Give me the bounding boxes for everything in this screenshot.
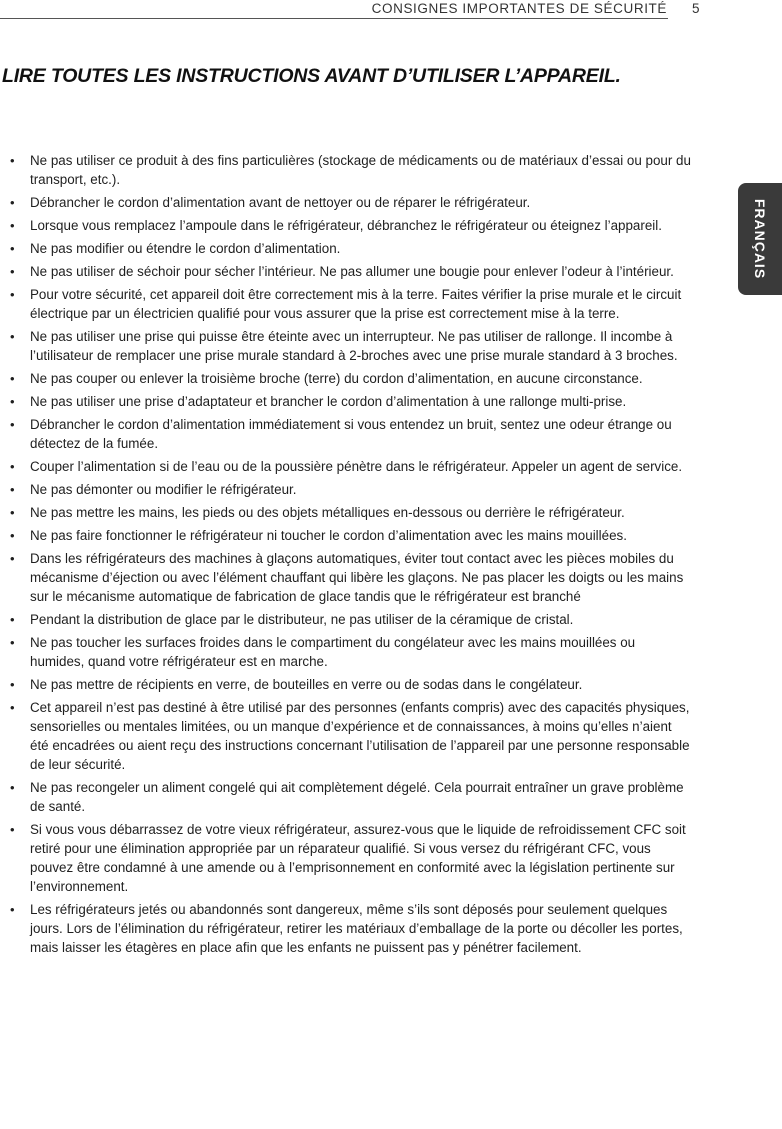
instruction-text: Ne pas utiliser de séchoir pour sécher l’intérieur. Ne pas allumer une bougie pour enlever l’odeur à l’intérieur.: [30, 264, 674, 279]
instruction-text: Ne pas mettre les mains, les pieds ou des objets métalliques en-dessous ou derrière le réfrigérateur.: [30, 505, 625, 520]
list-item: [8, 285, 693, 323]
list-item: [8, 633, 693, 671]
page-heading: LIRE TOUTES LES INSTRUCTIONS AVANT D’UTILISER L’APPAREIL.: [2, 65, 621, 87]
bullet-icon: •: [10, 902, 15, 917]
bullet-icon: •: [10, 195, 15, 210]
instruction-text: Débrancher le cordon d’alimentation immédiatement si vous entendez un bruit, sentez une odeur étrange ou détectez de la fumée.: [30, 417, 672, 451]
bullet-icon: •: [10, 780, 15, 795]
instruction-text: Ne pas modifier ou étendre le cordon d’alimentation.: [30, 241, 341, 256]
list-item: [8, 610, 693, 629]
list-item: [8, 415, 693, 453]
bullet-icon: •: [10, 700, 15, 715]
bullet-icon: •: [10, 635, 15, 650]
list-item: [8, 151, 693, 189]
language-tab-label: FRANÇAIS: [752, 198, 768, 280]
section-title: CONSIGNES IMPORTANTES DE SÉCURITÉ: [371, 1, 667, 16]
bullet-icon: •: [10, 264, 15, 279]
instruction-text: Ne pas couper ou enlever la troisième broche (terre) du cordon d’alimentation, en aucune circonstance.: [30, 371, 643, 386]
instruction-text: Pour votre sécurité, cet appareil doit être correctement mis à la terre. Faites vérifier la prise murale et le circuit électrique par un électricien qualifié pour vous assurer que la prise est correctement mise à la terre.: [30, 287, 682, 321]
list-item: [8, 216, 693, 235]
instruction-text: Lorsque vous remplacez l’ampoule dans le réfrigérateur, débranchez le réfrigérateur ou éteignez l’appareil.: [30, 218, 662, 233]
list-item: [8, 262, 693, 281]
list-item: [8, 900, 693, 957]
bullet-icon: •: [10, 287, 15, 302]
bullet-icon: •: [10, 822, 15, 837]
bullet-icon: •: [10, 371, 15, 386]
bullet-icon: •: [10, 459, 15, 474]
bullet-icon: •: [10, 505, 15, 520]
bullet-icon: •: [10, 612, 15, 627]
bullet-icon: •: [10, 417, 15, 432]
list-item: [8, 480, 693, 499]
bullet-icon: •: [10, 528, 15, 543]
bullet-icon: •: [10, 241, 15, 256]
header-divider: [0, 18, 668, 19]
list-item: [8, 457, 693, 476]
bullet-icon: •: [10, 551, 15, 566]
instruction-text: Couper l’alimentation si de l’eau ou de la poussière pénètre dans le réfrigérateur. Appeler un agent de service.: [30, 459, 683, 474]
instruction-text: Ne pas mettre de récipients en verre, de bouteilles en verre ou de sodas dans le congélateur.: [30, 677, 583, 692]
list-item: [8, 193, 693, 212]
instruction-text: Ne pas utiliser ce produit à des fins particulières (stockage de médicaments ou de matériaux d’essai ou pour du transport, etc.).: [30, 153, 691, 187]
bullet-icon: •: [10, 482, 15, 497]
instruction-text: Pendant la distribution de glace par le distributeur, ne pas utiliser de la céramique de cristal.: [30, 612, 574, 627]
list-item: [8, 820, 693, 896]
list-item: [8, 698, 693, 774]
instruction-text: Dans les réfrigérateurs des machines à glaçons automatiques, éviter tout contact avec les pièces mobiles du mécanisme d’éjection ou avec l’élément chauffant qui libère les glaçons. Ne pas placer les doigts ou les mains sur le mécanisme automatique de fabrication de glace tandis que le réfrigérateur est branché: [30, 551, 684, 604]
instruction-text: Ne pas utiliser une prise qui puisse être éteinte avec un interrupteur. Ne pas utiliser de rallonge. Il incombe à l’utilisateur de remplacer une prise murale standard à 2-broches avec une prise murale standard à 3 broches.: [30, 329, 678, 363]
bullet-icon: •: [10, 218, 15, 233]
bullet-icon: •: [10, 153, 15, 168]
list-item: [8, 239, 693, 258]
safety-instructions-list: [8, 151, 693, 961]
page-number: 5: [692, 1, 700, 16]
list-item: [8, 327, 693, 365]
instruction-text: Débrancher le cordon d’alimentation avant de nettoyer ou de réparer le réfrigérateur.: [30, 195, 531, 210]
instruction-text: Ne pas toucher les surfaces froides dans le compartiment du congélateur avec les mains mouillées ou humides, quand votre réfrigérateur est en marche.: [30, 635, 636, 669]
instruction-text: Ne pas utiliser une prise d’adaptateur et brancher le cordon d’alimentation à une rallonge multi-prise.: [30, 394, 627, 409]
list-item: [8, 369, 693, 388]
list-item: [8, 503, 693, 522]
language-tab: [738, 183, 782, 295]
instruction-text: Ne pas faire fonctionner le réfrigérateur ni toucher le cordon d’alimentation avec les mains mouillées.: [30, 528, 627, 543]
list-item: [8, 549, 693, 606]
bullet-icon: •: [10, 677, 15, 692]
list-item: [8, 778, 693, 816]
list-item: [8, 675, 693, 694]
list-item: [8, 392, 693, 411]
bullet-icon: •: [10, 394, 15, 409]
instruction-text: Ne pas recongeler un aliment congelé qui ait complètement dégelé. Cela pourrait entraîner un grave problème de santé.: [30, 780, 684, 814]
instruction-text: Cet appareil n’est pas destiné à être utilisé par des personnes (enfants compris) avec des capacités physiques, sensorielles ou mentales limitées, ou un manque d’expérience et de connaissances, à moins qu’elles n’aient été encadrées ou aient reçu des instructions concernant l’utilisation de l’appareil par une personne responsable de leur sécurité.: [30, 700, 690, 772]
bullet-icon: •: [10, 329, 15, 344]
instruction-text: Les réfrigérateurs jetés ou abandonnés sont dangereux, même s’ils sont déposés pour seulement quelques jours. Lors de l’élimination du réfrigérateur, retirer les matériaux d’emballage de la porte ou décoller les portes, mais laisser les étagères en place afin que les enfants ne puissent pas y pénétrer facilement.: [30, 902, 683, 955]
instruction-text: Ne pas démonter ou modifier le réfrigérateur.: [30, 482, 297, 497]
instruction-text: Si vous vous débarrassez de votre vieux réfrigérateur, assurez-vous que le liquide de refroidissement CFC soit retiré pour une élimination appropriée par un réparateur qualifié. Si vous versez du réfrigérant CFC, vous pouvez être condamné à une amende ou à l’emprisonnement en conformité avec la législation pertinente sur l’environnement.: [30, 822, 686, 894]
list-item: [8, 526, 693, 545]
